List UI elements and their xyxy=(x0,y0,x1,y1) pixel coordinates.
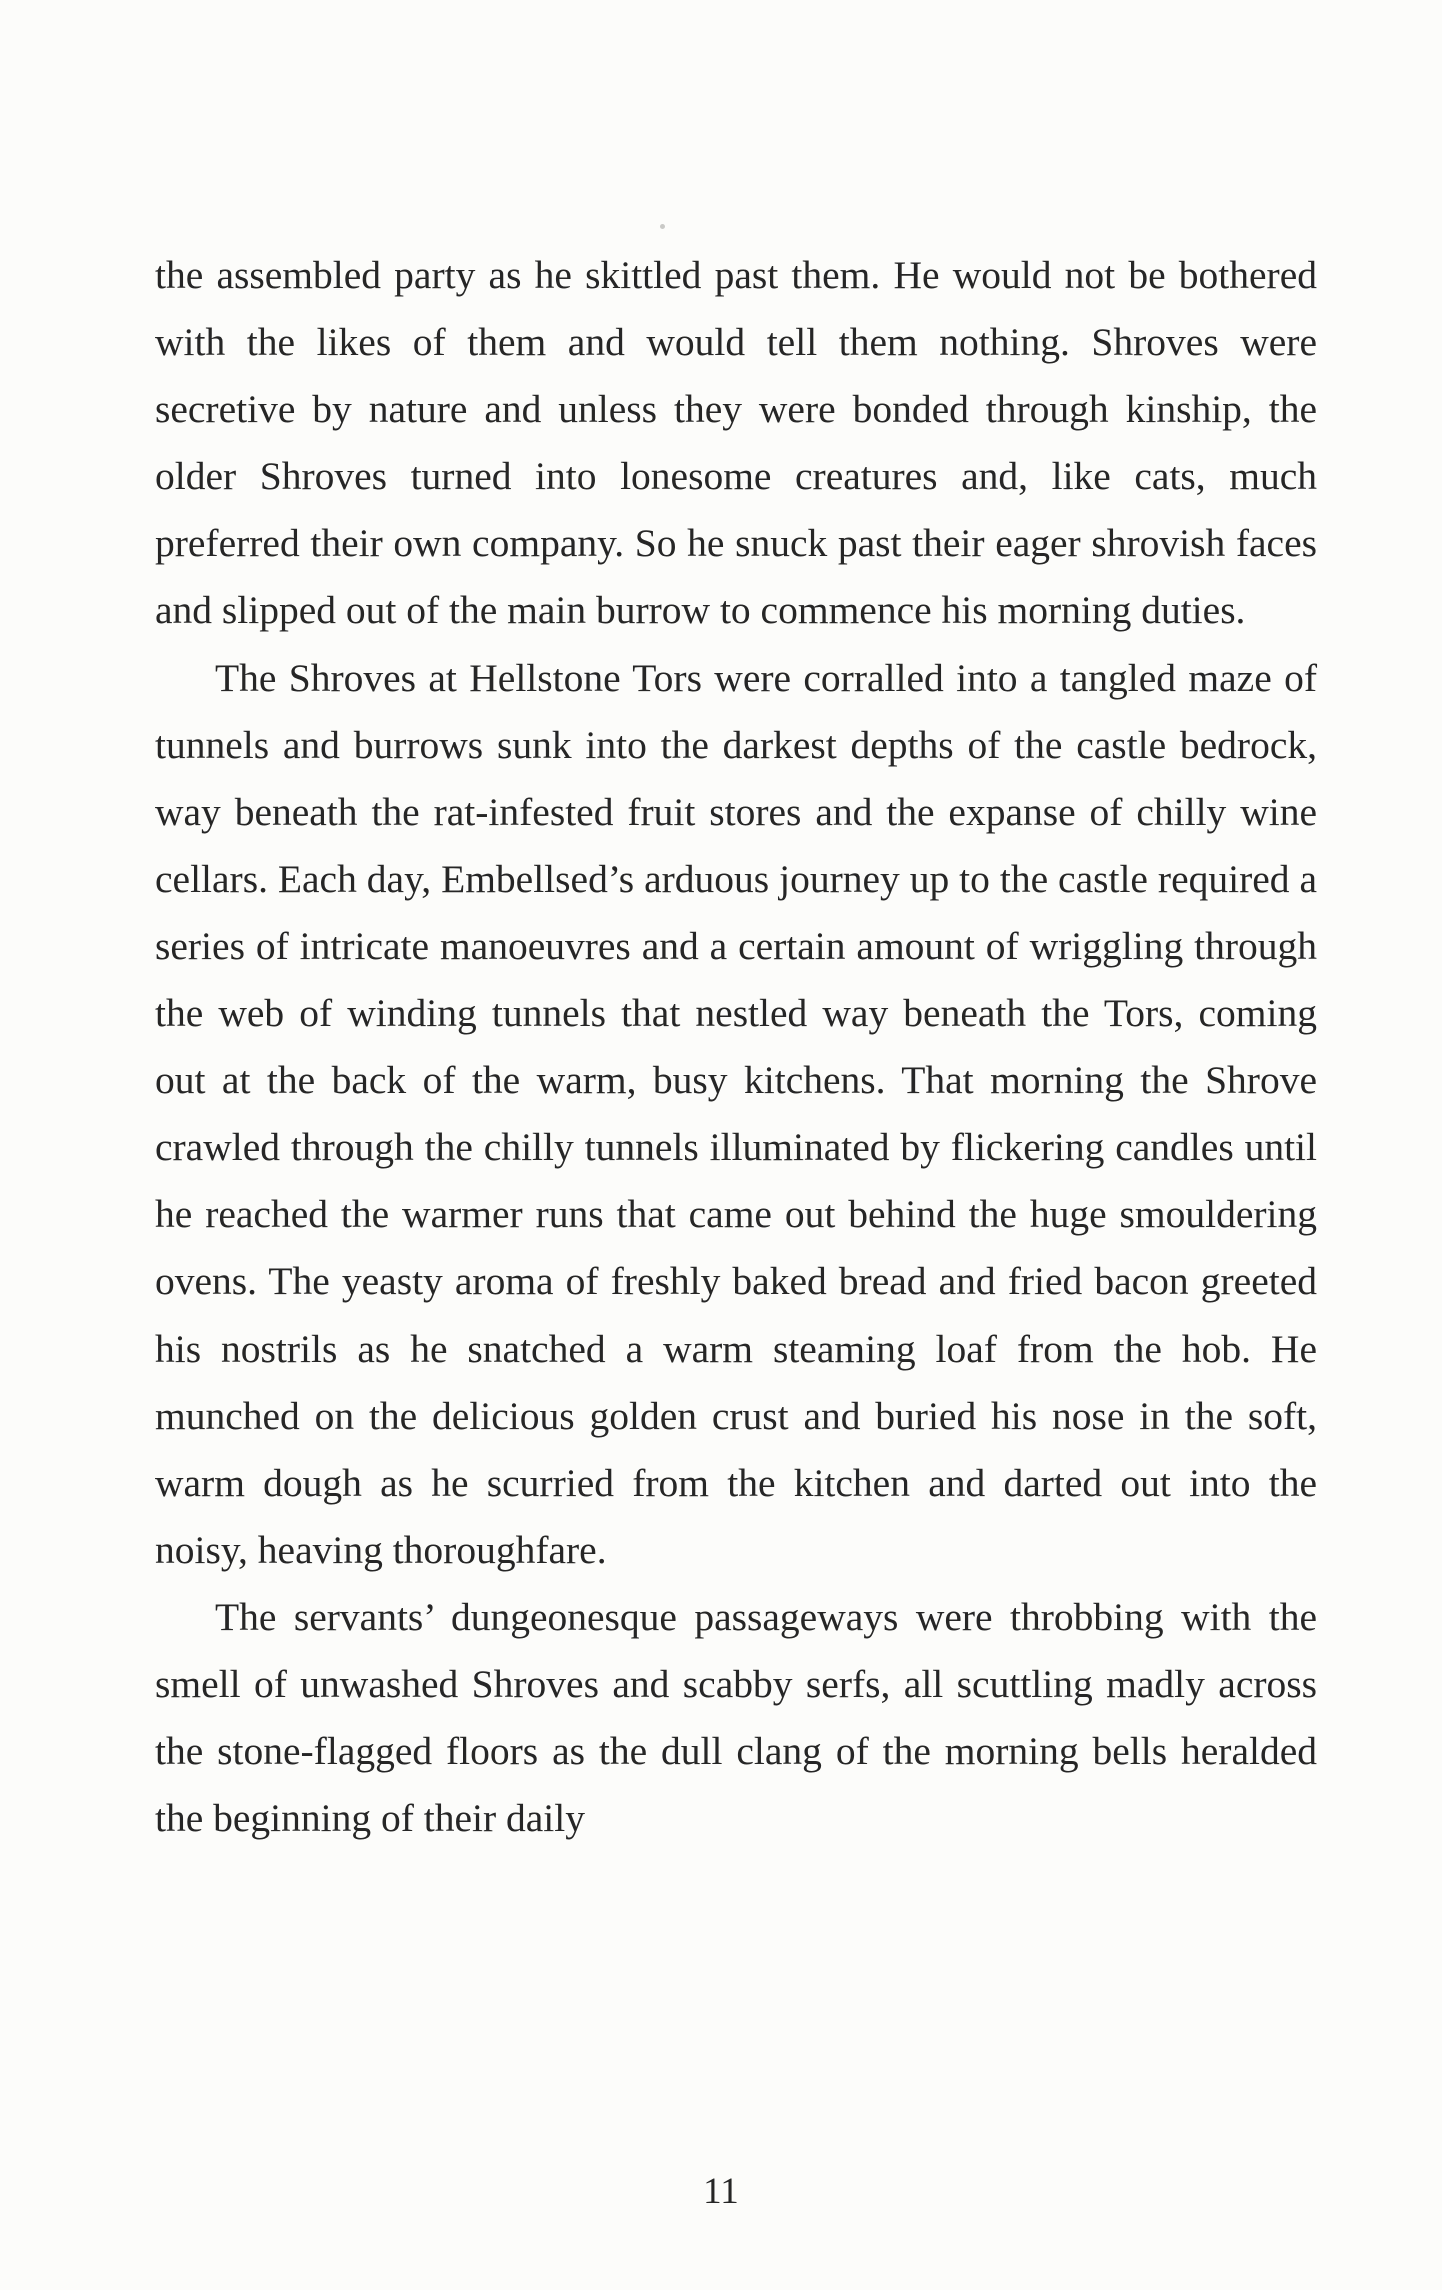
body-text xyxy=(155,242,1317,1852)
paragraph-2: The Shroves at Hellstone Tors were corralled into a tangled maze of tunnels and burrows sunk into the darkest depths of the castle bedrock, way beneath the rat-infested fruit stores and the expanse of chilly wine cellars. Each day, Embellsed’s arduous journey up to the castle required a series of intricate manoeuvres and a certain amount of wriggling through the web of winding tunnels that nestled way beneath the Tors, coming out at the back of the warm, busy kitchens. That morning the Shrove crawled through the chilly tunnels illuminated by flickering candles until he reached the warmer runs that came out behind the huge smouldering ovens. The yeasty aroma of freshly baked bread and fried bacon greeted his nostrils as he snatched a warm steaming loaf from the hob. He munched on the delicious golden crust and buried his nose in the soft, warm dough as he scurried from the kitchen and darted out into the noisy, heaving thoroughfare. xyxy=(155,655,1317,1572)
paper-speck xyxy=(660,224,665,229)
paragraph-3: The servants’ dungeonesque passageways were throbbing with the smell of unwashed Shroves and scabby serfs, all scuttling madly across the stone-flagged floors as the dull clang of the morning bells heralded the beginning of their daily xyxy=(155,1594,1317,1841)
page-number: 11 xyxy=(703,2171,739,2212)
paragraph-1: the assembled party as he skittled past them. He would not be bothered with the likes of them and would tell them nothing. Shroves were secretive by nature and unless they were bonded through kinship, the older Shroves turned into lonesome creatures and, like cats, much preferred their own company. So he snuck past their eager shrovish faces and slipped out of the main burrow to commence his morning duties. xyxy=(155,253,1317,633)
